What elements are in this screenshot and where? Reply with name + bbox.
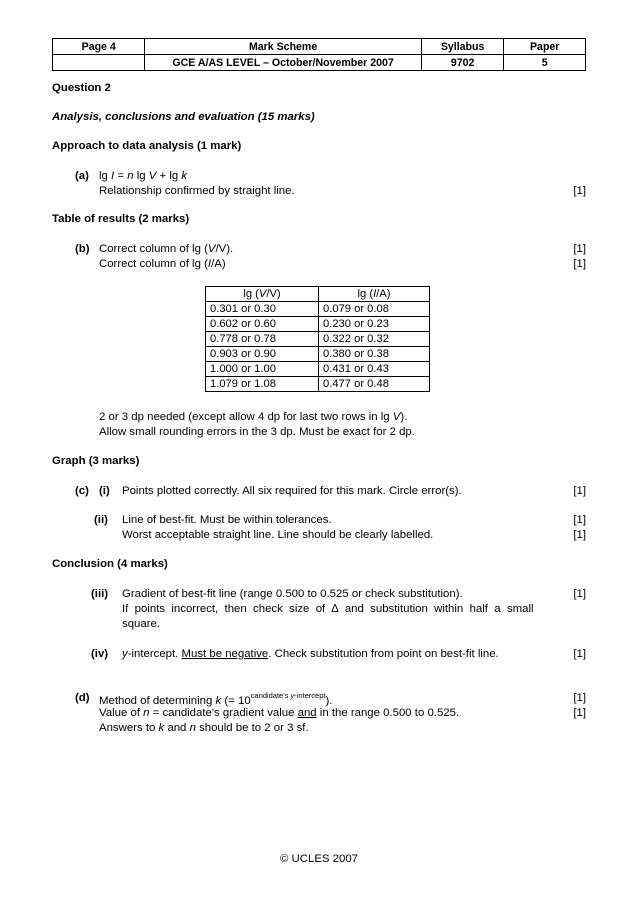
- part-iii-text3: square.: [122, 618, 160, 630]
- part-iv-label: (iv): [91, 648, 109, 660]
- header-paper: 5: [504, 55, 586, 71]
- part-a-label: (a): [75, 170, 89, 182]
- part-d-mark2: [1]: [573, 707, 586, 719]
- part-d-label: (d): [75, 692, 90, 704]
- approach-heading: Approach to data analysis (1 mark): [52, 140, 242, 152]
- cell-lg-v: 0.903 or 0.90: [206, 347, 319, 362]
- question-heading: Question 2: [52, 82, 111, 94]
- part-d-line2: Value of n = candidate's gradient value and in the range 0.500 to 0.525.: [99, 707, 460, 719]
- results-note-2: Allow small rounding errors in the 3 dp. Must be exact for 2 dp.: [99, 426, 415, 438]
- part-iv-text: y-intercept. Must be negative. Check substitution from point on best-fit line.: [122, 648, 499, 660]
- part-d-line1: Method of determining k (= $10^{candidate's y-intercept}$).: [99, 691, 333, 707]
- part-d-mark1: [1]: [573, 692, 586, 704]
- part-iii-text2: If points incorrect, then check size of ∆ and substitution within half a small: [122, 603, 534, 615]
- cell-lg-i: 0.230 or 0.23: [319, 317, 430, 332]
- part-c-i-mark: [1]: [573, 485, 586, 497]
- part-iii-label: (iii): [91, 588, 109, 600]
- part-iv-mark: [1]: [573, 648, 586, 660]
- cell-lg-v: 0.301 or 0.30: [206, 302, 319, 317]
- part-d-line3: Answers to k and n should be to 2 or 3 sf.: [99, 722, 309, 734]
- header-page: Page 4: [53, 39, 145, 55]
- table-row: [206, 377, 430, 392]
- part-b-mark1: [1]: [573, 243, 586, 255]
- results-table: [205, 286, 430, 392]
- part-c-i-label: (i): [99, 485, 110, 497]
- header-paper-label: Paper: [504, 39, 586, 55]
- part-c-ii-label: (ii): [94, 514, 108, 526]
- header-table: [52, 38, 586, 71]
- col-lg-v-header: lg (V/V): [206, 287, 319, 302]
- results-heading: Table of results (2 marks): [52, 213, 190, 225]
- graph-heading: Graph (3 marks): [52, 455, 140, 467]
- part-c-ii-mark1: [1]: [573, 514, 586, 526]
- part-iii-mark: [1]: [573, 588, 586, 600]
- part-b-label: (b): [75, 243, 90, 255]
- cell-lg-i: 0.322 or 0.32: [319, 332, 430, 347]
- part-b-mark2: [1]: [573, 258, 586, 270]
- cell-lg-i: 0.079 or 0.08: [319, 302, 430, 317]
- cell-lg-v: 1.000 or 1.00: [206, 362, 319, 377]
- results-note-1: 2 or 3 dp needed (except allow 4 dp for last two rows in lg V).: [99, 411, 408, 423]
- footer-copyright: © UCLES 2007: [279, 853, 359, 865]
- table-row: [206, 347, 430, 362]
- part-a-mark: [1]: [573, 185, 586, 197]
- header-syllabus: 9702: [421, 55, 504, 71]
- section-main-heading: Analysis, conclusions and evaluation (15 marks): [52, 111, 315, 123]
- part-c-i-text: Points plotted correctly. All six required for this mark. Circle error(s).: [122, 485, 462, 497]
- table-row: [206, 332, 430, 347]
- col-lg-i-header: lg (I/A): [319, 287, 430, 302]
- part-a-text: Relationship confirmed by straight line.: [99, 185, 295, 197]
- part-c-ii-text1: Line of best-fit. Must be within tolerances.: [122, 514, 332, 526]
- part-c-ii-mark2: [1]: [573, 529, 586, 541]
- table-row: [206, 302, 430, 317]
- part-iii-text1: Gradient of best-fit line (range 0.500 to 0.525 or check substitution).: [122, 588, 463, 600]
- header-page-blank: [53, 55, 145, 71]
- cell-lg-v: 0.602 or 0.60: [206, 317, 319, 332]
- part-c-ii-text2: Worst acceptable straight line. Line should be clearly labelled.: [122, 529, 434, 541]
- table-row: [206, 317, 430, 332]
- cell-lg-i: 0.380 or 0.38: [319, 347, 430, 362]
- part-b-line2: Correct column of lg (I/A): [99, 258, 226, 270]
- table-row: [206, 362, 430, 377]
- part-b-line1: Correct column of lg (V/V).: [99, 243, 234, 255]
- part-c-label: (c): [75, 485, 89, 497]
- part-a-equation: lg I = n lg V + lg k: [99, 170, 188, 182]
- header-title-bottom: GCE A/AS LEVEL – October/November 2007: [145, 55, 421, 71]
- conclusion-heading: Conclusion (4 marks): [52, 558, 168, 570]
- results-table-header: [206, 287, 430, 302]
- header-syllabus-label: Syllabus: [421, 39, 504, 55]
- cell-lg-v: 0.778 or 0.78: [206, 332, 319, 347]
- header-title-top: Mark Scheme: [145, 39, 421, 55]
- cell-lg-i: 0.477 or 0.48: [319, 377, 430, 392]
- cell-lg-i: 0.431 or 0.43: [319, 362, 430, 377]
- cell-lg-v: 1.079 or 1.08: [206, 377, 319, 392]
